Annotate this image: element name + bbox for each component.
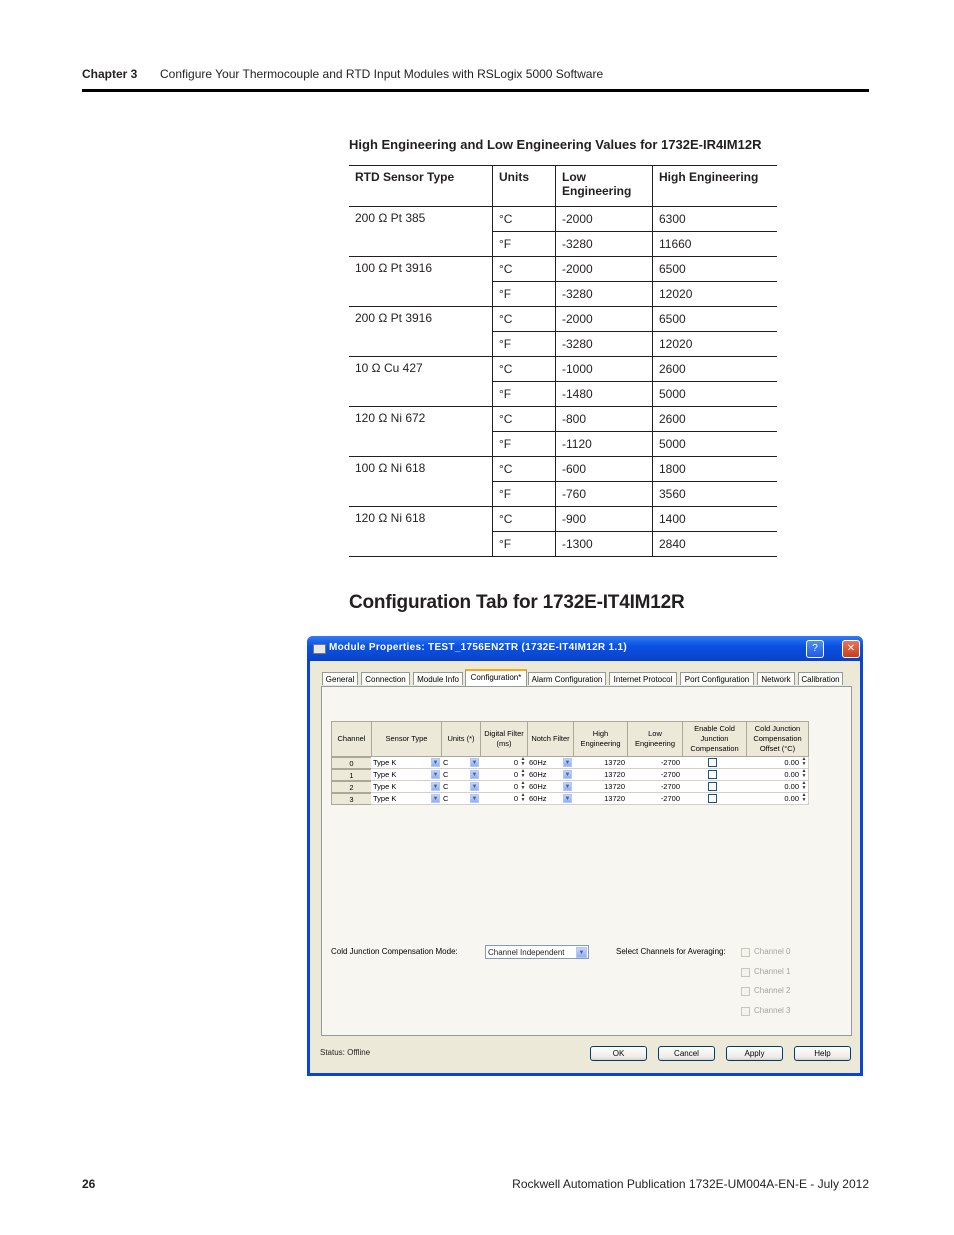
dialog-title: Module Properties: TEST_1756EN2TR (1732E-IT4IM12R 1.1) bbox=[329, 642, 627, 653]
spinner-arrows-icon[interactable]: ▲ ▼ bbox=[801, 792, 807, 803]
grid-cell-channel bbox=[331, 781, 372, 793]
col-header-high: High Engineering bbox=[653, 166, 778, 207]
grid-cell-channel bbox=[331, 769, 372, 781]
cell-high-engineering: 3560 bbox=[653, 482, 778, 507]
col-header-units: Units bbox=[493, 166, 556, 207]
grid-cell-channel-value: 1 bbox=[349, 771, 354, 780]
units-select-value: C bbox=[443, 782, 449, 791]
help-button[interactable]: Help bbox=[794, 1046, 851, 1061]
cjc-offset-input-value: 0.00 bbox=[784, 758, 799, 767]
low-engineering-input[interactable] bbox=[627, 781, 683, 793]
table-body bbox=[349, 207, 777, 557]
chapter-label: Chapter 3 bbox=[82, 67, 138, 81]
enable-cjc-checkbox[interactable] bbox=[708, 782, 717, 791]
digital-filter-input-value: 0 bbox=[513, 758, 518, 767]
grid-header-low-engineering: Low Engineering bbox=[627, 721, 683, 757]
averaging-checkbox[interactable] bbox=[741, 948, 750, 957]
high-engineering-input[interactable] bbox=[573, 781, 628, 793]
averaging-checkbox[interactable] bbox=[741, 1007, 750, 1016]
notch-filter-select[interactable] bbox=[527, 781, 574, 793]
chevron-down-icon[interactable]: ▼ bbox=[576, 947, 587, 958]
tab-network[interactable]: Network bbox=[757, 672, 795, 685]
cell-units: °F bbox=[493, 232, 556, 257]
dialog-title-bar[interactable] bbox=[307, 636, 863, 661]
grid-row bbox=[331, 793, 809, 805]
cell-low-engineering: -600 bbox=[556, 457, 653, 482]
grid-header-digital-filter: Digital Filter (ms) bbox=[480, 721, 528, 757]
high-engineering-input[interactable] bbox=[573, 769, 628, 781]
table-row bbox=[349, 507, 777, 532]
header-rule bbox=[82, 89, 869, 92]
cell-units: °F bbox=[493, 382, 556, 407]
cell-sensor-type: 120 Ω Ni 672 bbox=[349, 407, 493, 457]
help-title-button[interactable]: ? bbox=[806, 640, 824, 658]
spinner-arrows-icon[interactable]: ▲ ▼ bbox=[801, 780, 807, 791]
cell-high-engineering: 2600 bbox=[653, 407, 778, 432]
spinner-arrows-icon[interactable]: ▲ ▼ bbox=[801, 756, 807, 767]
averaging-channel-label: Channel 3 bbox=[754, 1005, 791, 1015]
tab-calibration[interactable]: Calibration bbox=[798, 672, 843, 685]
low-engineering-input-value: -2700 bbox=[660, 770, 680, 779]
averaging-channel-label: Channel 0 bbox=[754, 947, 791, 956]
chevron-down-icon[interactable]: ▼ bbox=[471, 760, 478, 766]
cell-units: °C bbox=[493, 407, 556, 432]
cjc-offset-input[interactable] bbox=[746, 793, 809, 805]
units-select[interactable] bbox=[441, 757, 481, 769]
cell-sensor-type: 100 Ω Ni 618 bbox=[349, 457, 493, 507]
table-row bbox=[349, 457, 777, 482]
cell-low-engineering: -1300 bbox=[556, 532, 653, 557]
grid-header-units: Units (*) bbox=[441, 721, 481, 757]
notch-filter-select-value: 60Hz bbox=[529, 782, 547, 791]
enable-cjc-checkbox[interactable] bbox=[708, 770, 717, 779]
chevron-down-icon[interactable]: ▼ bbox=[432, 760, 439, 766]
tab-configuration[interactable]: Configuration* bbox=[465, 669, 527, 686]
cell-units: °C bbox=[493, 207, 556, 232]
grid-cell-channel bbox=[331, 757, 372, 769]
col-header-low: Low Engineering bbox=[556, 166, 653, 207]
cjc-offset-input[interactable] bbox=[746, 781, 809, 793]
table-row bbox=[349, 357, 777, 382]
low-engineering-input-value: -2700 bbox=[660, 758, 680, 767]
apply-button[interactable]: Apply bbox=[726, 1046, 783, 1061]
enable-cjc-checkbox[interactable] bbox=[708, 794, 717, 803]
status-value: Offline bbox=[347, 1048, 371, 1057]
table-header-row bbox=[349, 166, 777, 207]
grid-row bbox=[331, 757, 809, 769]
sensor-type-select[interactable] bbox=[371, 769, 442, 781]
units-select[interactable] bbox=[441, 769, 481, 781]
low-engineering-input[interactable] bbox=[627, 769, 683, 781]
enable-cjc-checkbox[interactable] bbox=[708, 758, 717, 767]
chevron-down-icon[interactable]: ▼ bbox=[564, 772, 571, 778]
cell-low-engineering: -2000 bbox=[556, 257, 653, 282]
enable-cjc-cell bbox=[682, 757, 747, 769]
units-select-value: C bbox=[443, 758, 449, 767]
cjc-mode-value: Channel Independent bbox=[488, 948, 565, 957]
low-engineering-input[interactable] bbox=[627, 793, 683, 805]
high-engineering-input-value: 13720 bbox=[604, 758, 625, 767]
averaging-label: Select Channels for Averaging: bbox=[616, 947, 726, 956]
close-icon[interactable]: ✕ bbox=[842, 640, 860, 658]
cell-sensor-type: 200 Ω Pt 3916 bbox=[349, 307, 493, 357]
notch-filter-select-value: 60Hz bbox=[529, 794, 547, 803]
units-select-value: C bbox=[443, 794, 449, 803]
cell-units: °C bbox=[493, 257, 556, 282]
tab-module-info[interactable]: Module Info bbox=[413, 672, 463, 685]
chevron-down-icon[interactable]: ▼ bbox=[432, 784, 439, 790]
grid-cell-channel-value: 3 bbox=[349, 795, 354, 804]
cell-units: °C bbox=[493, 507, 556, 532]
chevron-down-icon[interactable]: ▼ bbox=[432, 772, 439, 778]
sensor-type-select[interactable] bbox=[371, 757, 442, 769]
high-engineering-input[interactable] bbox=[573, 793, 628, 805]
digital-filter-input-value: 0 bbox=[513, 794, 518, 803]
digital-filter-input-value: 0 bbox=[513, 782, 518, 791]
spinner-arrows-icon[interactable]: ▲ ▼ bbox=[520, 792, 526, 803]
cell-low-engineering: -800 bbox=[556, 407, 653, 432]
cjc-mode-label: Cold Junction Compensation Mode: bbox=[331, 947, 458, 956]
notch-filter-select[interactable] bbox=[527, 769, 574, 781]
grid-header-cjc-offset: Cold Junction Compensation Offset (°C) bbox=[746, 721, 809, 757]
averaging-checkbox[interactable] bbox=[741, 968, 750, 977]
table-row bbox=[349, 257, 777, 282]
notch-filter-select[interactable] bbox=[527, 757, 574, 769]
enable-cjc-cell bbox=[682, 781, 747, 793]
chevron-down-icon[interactable]: ▼ bbox=[564, 784, 571, 790]
high-engineering-input-value: 13720 bbox=[604, 770, 625, 779]
grid-cell-channel bbox=[331, 793, 372, 805]
cell-sensor-type: 200 Ω Pt 385 bbox=[349, 207, 493, 257]
engineering-values-table bbox=[349, 165, 777, 557]
tab-internet-protocol[interactable]: Internet Protocol bbox=[609, 672, 677, 685]
sensor-type-select-value: Type K bbox=[373, 794, 397, 803]
chevron-down-icon[interactable]: ▼ bbox=[471, 772, 478, 778]
spinner-arrows-icon[interactable]: ▲ ▼ bbox=[520, 756, 526, 767]
cell-low-engineering: -760 bbox=[556, 482, 653, 507]
chevron-down-icon[interactable]: ▼ bbox=[564, 796, 571, 802]
high-engineering-input-value: 13720 bbox=[604, 782, 625, 791]
low-engineering-input-value: -2700 bbox=[660, 794, 680, 803]
units-select[interactable] bbox=[441, 793, 481, 805]
grid-header-enable-cjc: Enable Cold Junction Compensation bbox=[682, 721, 747, 757]
grid-header-notch-filter: Notch Filter bbox=[527, 721, 574, 757]
cell-low-engineering: -3280 bbox=[556, 232, 653, 257]
module-icon bbox=[313, 644, 326, 654]
cell-units: °F bbox=[493, 332, 556, 357]
page-number: 26 bbox=[82, 1177, 96, 1191]
cell-sensor-type: 100 Ω Pt 3916 bbox=[349, 257, 493, 307]
tab-connection[interactable]: Connection bbox=[361, 672, 410, 685]
sensor-type-select-value: Type K bbox=[373, 758, 397, 767]
spinner-arrows-icon[interactable]: ▲ ▼ bbox=[520, 780, 526, 791]
col-header-sensor: RTD Sensor Type bbox=[349, 166, 493, 207]
notch-filter-select-value: 60Hz bbox=[529, 758, 547, 767]
low-engineering-input-value: -2700 bbox=[660, 782, 680, 791]
high-engineering-input[interactable] bbox=[573, 757, 628, 769]
cell-units: °F bbox=[493, 282, 556, 307]
table-row bbox=[349, 207, 777, 232]
chevron-down-icon[interactable]: ▼ bbox=[564, 760, 571, 766]
cell-low-engineering: -1000 bbox=[556, 357, 653, 382]
section-title: Configuration Tab for 1732E-IT4IM12R bbox=[349, 592, 685, 613]
dialog-body bbox=[310, 661, 860, 1073]
units-select[interactable] bbox=[441, 781, 481, 793]
cell-high-engineering: 11660 bbox=[653, 232, 778, 257]
sensor-type-select-value: Type K bbox=[373, 770, 397, 779]
table-row bbox=[349, 407, 777, 432]
sensor-type-select[interactable] bbox=[371, 793, 442, 805]
cell-units: °F bbox=[493, 532, 556, 557]
grid-cell-channel-value: 0 bbox=[349, 759, 354, 768]
cell-high-engineering: 5000 bbox=[653, 382, 778, 407]
low-engineering-input[interactable] bbox=[627, 757, 683, 769]
cancel-button[interactable]: Cancel bbox=[658, 1046, 715, 1061]
tab-port-configuration[interactable]: Port Configuration bbox=[680, 672, 754, 685]
grid-cell-channel-value: 2 bbox=[349, 783, 354, 792]
digital-filter-input[interactable] bbox=[480, 793, 528, 805]
cell-high-engineering: 12020 bbox=[653, 282, 778, 307]
chevron-down-icon[interactable]: ▼ bbox=[432, 796, 439, 802]
cell-units: °C bbox=[493, 457, 556, 482]
sensor-type-select[interactable] bbox=[371, 781, 442, 793]
cell-low-engineering: -3280 bbox=[556, 332, 653, 357]
grid-row bbox=[331, 781, 809, 793]
cell-high-engineering: 2600 bbox=[653, 357, 778, 382]
cell-high-engineering: 6500 bbox=[653, 257, 778, 282]
units-select-value: C bbox=[443, 770, 449, 779]
high-engineering-input-value: 13720 bbox=[604, 794, 625, 803]
table-row bbox=[349, 307, 777, 332]
cell-units: °F bbox=[493, 482, 556, 507]
averaging-channel-label: Channel 1 bbox=[754, 966, 791, 976]
cell-high-engineering: 6300 bbox=[653, 207, 778, 232]
cell-units: °C bbox=[493, 357, 556, 382]
averaging-channel-label: Channel 2 bbox=[754, 986, 791, 995]
module-properties-dialog bbox=[307, 636, 863, 1076]
publication-info: Rockwell Automation Publication 1732E-UM004A-EN-E - July 2012 bbox=[512, 1177, 869, 1191]
cell-high-engineering: 12020 bbox=[653, 332, 778, 357]
grid-header-sensor-type: Sensor Type bbox=[371, 721, 442, 757]
configuration-panel bbox=[321, 686, 852, 1036]
cjc-offset-input-value: 0.00 bbox=[784, 794, 799, 803]
grid-header-high-engineering: High Engineering bbox=[573, 721, 628, 757]
enable-cjc-cell bbox=[682, 769, 747, 781]
cell-low-engineering: -1120 bbox=[556, 432, 653, 457]
cell-high-engineering: 1400 bbox=[653, 507, 778, 532]
grid-row bbox=[331, 769, 809, 781]
cell-sensor-type: 120 Ω Ni 618 bbox=[349, 507, 493, 557]
cell-sensor-type: 10 Ω Cu 427 bbox=[349, 357, 493, 407]
cell-low-engineering: -900 bbox=[556, 507, 653, 532]
status-area bbox=[320, 1048, 370, 1057]
averaging-checkbox[interactable] bbox=[741, 987, 750, 996]
tab-general[interactable]: General bbox=[322, 672, 358, 685]
chevron-down-icon[interactable]: ▼ bbox=[471, 796, 478, 802]
status-label: Status: bbox=[320, 1048, 345, 1057]
cell-units: °F bbox=[493, 432, 556, 457]
table-caption: High Engineering and Low Engineering Values for 1732E-IR4IM12R bbox=[349, 137, 762, 152]
tab-alarm-configuration[interactable]: Alarm Configuration bbox=[528, 672, 606, 685]
spinner-arrows-icon[interactable]: ▲ ▼ bbox=[520, 768, 526, 779]
cell-low-engineering: -1480 bbox=[556, 382, 653, 407]
chevron-down-icon[interactable]: ▼ bbox=[471, 784, 478, 790]
cell-high-engineering: 1800 bbox=[653, 457, 778, 482]
cjc-offset-input-value: 0.00 bbox=[784, 770, 799, 779]
cjc-offset-input-value: 0.00 bbox=[784, 782, 799, 791]
sensor-type-select-value: Type K bbox=[373, 782, 397, 791]
notch-filter-select-value: 60Hz bbox=[529, 770, 547, 779]
cell-low-engineering: -2000 bbox=[556, 207, 653, 232]
grid-header-channel: Channel bbox=[331, 721, 372, 757]
cell-units: °C bbox=[493, 307, 556, 332]
chapter-title: Configure Your Thermocouple and RTD Input Modules with RSLogix 5000 Software bbox=[160, 67, 604, 81]
cell-low-engineering: -3280 bbox=[556, 282, 653, 307]
ok-button[interactable]: OK bbox=[590, 1046, 647, 1061]
cell-high-engineering: 5000 bbox=[653, 432, 778, 457]
cjc-offset-input[interactable] bbox=[746, 769, 809, 781]
notch-filter-select[interactable] bbox=[527, 793, 574, 805]
spinner-arrows-icon[interactable]: ▲ ▼ bbox=[801, 768, 807, 779]
cell-high-engineering: 2840 bbox=[653, 532, 778, 557]
cell-high-engineering: 6500 bbox=[653, 307, 778, 332]
cell-low-engineering: -2000 bbox=[556, 307, 653, 332]
cjc-mode-select[interactable] bbox=[485, 945, 589, 959]
enable-cjc-cell bbox=[682, 793, 747, 805]
cjc-offset-input[interactable] bbox=[746, 757, 809, 769]
digital-filter-input-value: 0 bbox=[513, 770, 518, 779]
